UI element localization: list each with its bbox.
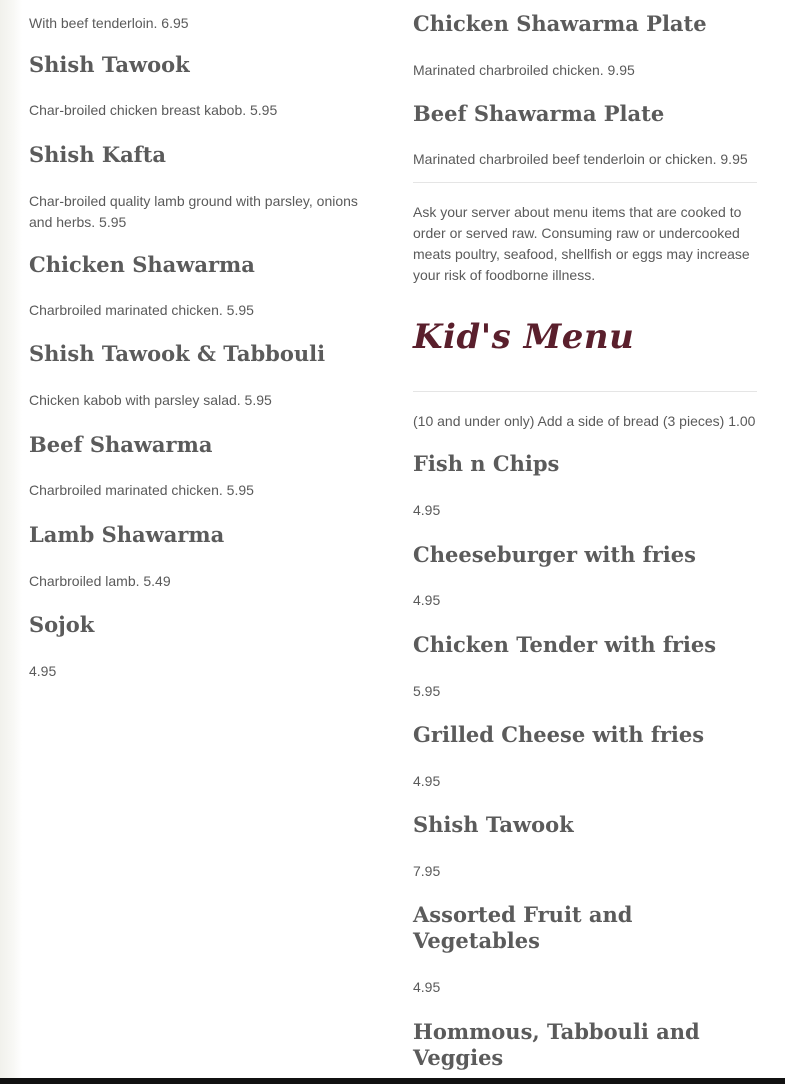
bottom-bar (0, 1078, 785, 1084)
menu-item-name: Fish n Chips (413, 451, 560, 476)
menu-item-name: Chicken Shawarma (29, 252, 255, 277)
menu-right-column (413, 0, 758, 1071)
item-description: With beef tenderloin. 6.95 (29, 15, 189, 31)
item-description: Marinated charbroiled chicken. 9.95 (413, 62, 635, 78)
item-description: Marinated charbroiled beef tenderloin or chicken. 9.95 (413, 151, 748, 167)
item-description: Char-broiled chicken breast kabob. 5.95 (29, 102, 278, 118)
item-price: 4.95 (413, 773, 441, 789)
menu-item-name: Beef Shawarma Plate (413, 101, 665, 126)
item-price: 4.95 (413, 502, 441, 518)
menu-item-name: Beef Shawarma (29, 432, 213, 457)
item-price: 4.95 (413, 979, 441, 995)
menu-item-name: Shish Tawook & Tabbouli (29, 341, 326, 366)
item-description: 4.95 (29, 663, 57, 679)
item-price: 5.95 (413, 683, 441, 699)
item-price: 4.95 (413, 592, 441, 608)
menu-left-column (29, 0, 369, 682)
section-divider (413, 182, 757, 183)
menu-item-name: Shish Tawook (413, 812, 574, 837)
menu-item-name: Shish Tawook (29, 52, 190, 77)
food-safety-notice: Ask your server about menu items that are cooked to order or served raw. Consuming raw or undercooked meats poultry, seafood, shellfish or eggs may increase your risk of foodborne illness. (413, 204, 750, 283)
item-description: Chicken kabob with parsley salad. 5.95 (29, 392, 272, 408)
menu-item-name: Chicken Tender with fries (413, 632, 717, 657)
item-description: Charbroiled lamb. 5.49 (29, 573, 171, 589)
page-edge-shadow (0, 0, 22, 1078)
menu-item-name: Cheeseburger with fries (413, 542, 696, 567)
menu-item-name: Grilled Cheese with fries (413, 722, 705, 747)
item-price: 7.95 (413, 863, 441, 879)
menu-item-name: Hommous, Tabbouli and Veggies (413, 1019, 700, 1070)
item-description: Char-broiled quality lamb ground with parsley, onions and herbs. 5.95 (29, 193, 358, 230)
menu-item-name: Chicken Shawarma Plate (413, 11, 707, 36)
menu-item-name: Lamb Shawarma (29, 522, 225, 547)
kids-menu-heading: Kid's Menu (413, 317, 635, 357)
menu-item-name: Assorted Fruit and Vegetables (413, 902, 633, 953)
section-divider (413, 391, 757, 392)
item-description: Charbroiled marinated chicken. 5.95 (29, 302, 254, 318)
menu-item-name: Sojok (29, 612, 95, 637)
item-description: Charbroiled marinated chicken. 5.95 (29, 482, 254, 498)
kids-menu-note: (10 and under only) Add a side of bread (3 pieces) 1.00 (413, 413, 756, 429)
menu-item-name: Shish Kafta (29, 142, 167, 167)
